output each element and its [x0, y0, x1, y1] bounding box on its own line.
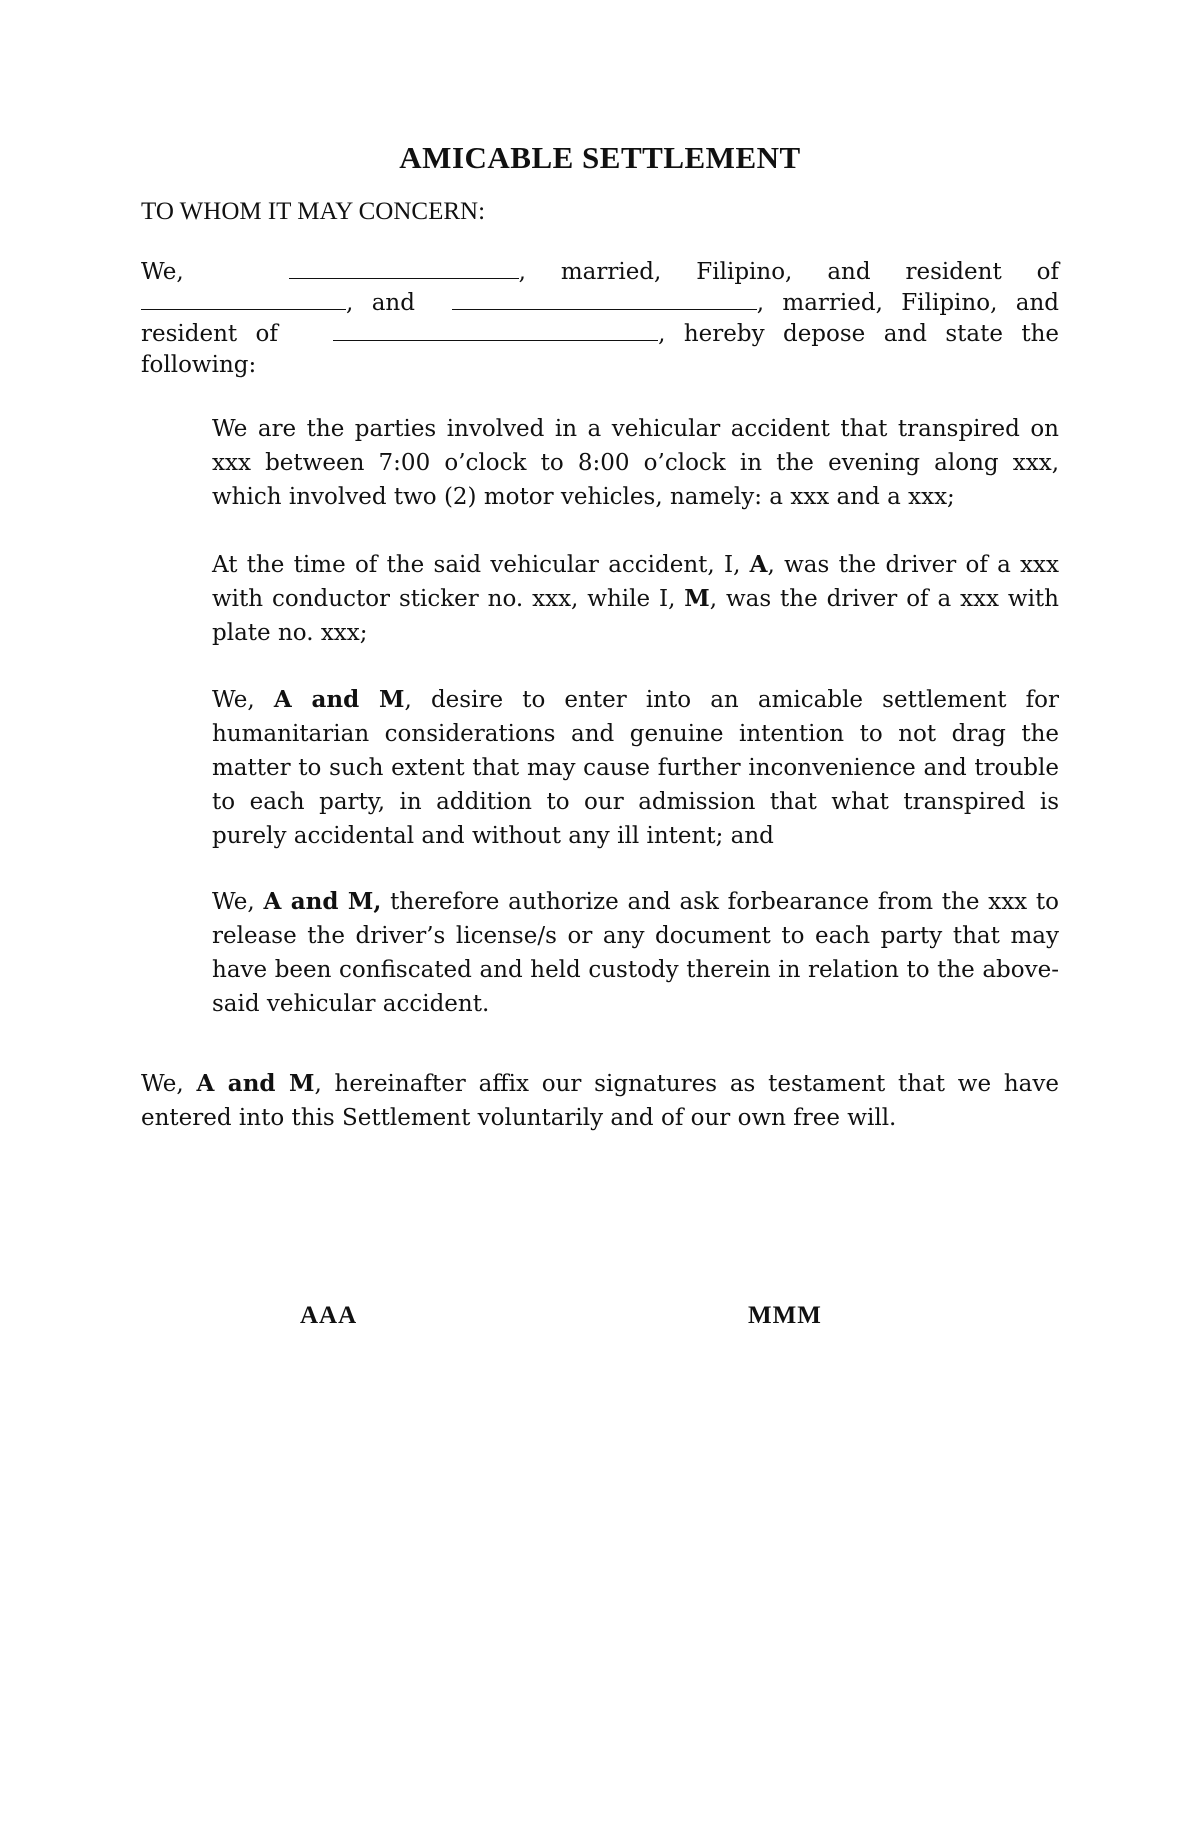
opening-line-2: [141, 288, 1059, 319]
address-blank-1[interactable]: [141, 289, 346, 310]
paragraph-4-text-b: therefore authorize and ask forbearance from the xxx to release the driver’s license/s or any document to each party that may have been confiscated and held custody therein in relation to the above-said vehicular accident.: [212, 889, 1059, 1017]
name-blank-1[interactable]: [289, 258, 519, 279]
paragraph-4: [212, 885, 1059, 1021]
paragraph-2-text-a: At the time of the said vehicular accident, I,: [212, 552, 750, 578]
closing-text-b: , hereinafter affix our signatures as testament that we have entered into this Settlement voluntarily and of our own free will.: [141, 1071, 1059, 1131]
paragraph-3-text-a: We,: [212, 687, 274, 713]
opening-we: We,: [141, 259, 184, 285]
party-m-name: M: [684, 585, 710, 612]
opening-hereby: , hereby depose and state the: [658, 321, 1060, 347]
opening-married-filipino-and: , married, Filipino, and: [756, 290, 1060, 316]
opening-line-3: [141, 319, 1059, 350]
opening-and: , and: [346, 290, 415, 316]
parties-names: A and M: [196, 1070, 315, 1097]
signatory-first: AAA: [300, 1302, 358, 1329]
opening-married-resident: , married, Filipino, and resident of: [518, 259, 1059, 285]
opening-resident-of: resident of: [141, 321, 278, 347]
address-blank-2[interactable]: [333, 320, 658, 341]
paragraph-2-text-c: , was the driver of a xxx with plate no. xxx;: [212, 586, 1059, 646]
opening-following: following:: [141, 352, 257, 378]
party-a-name: A: [749, 551, 768, 578]
signatory-second: MMM: [748, 1302, 822, 1329]
document-title: AMICABLE SETTLEMENT: [399, 140, 801, 175]
paragraph-4-text-a: We,: [212, 889, 264, 915]
paragraph-3-text-b: , desire to enter into an amicable settlement for humanitarian considerations and genuine intention to not drag the matter to such extent that may cause further inconvenience and trouble to each party, in addition to our admission that what transpired is purely accidental and without any ill intent; and: [212, 687, 1060, 849]
parties-names: A and M: [273, 686, 405, 713]
parties-names: A and M,: [263, 888, 382, 915]
name-blank-2[interactable]: [452, 289, 757, 310]
paragraph-3: [212, 683, 1059, 853]
opening-line-1: [141, 257, 1059, 288]
paragraph-2-text-b: , was the driver of a xxx with conductor sticker no. xxx, while I,: [212, 552, 1059, 612]
closing-text-a: We,: [141, 1071, 197, 1097]
paragraph-2: [212, 548, 1059, 650]
opening-paragraph: [141, 257, 1059, 381]
paragraph-1: We are the parties involved in a vehicular accident that transpired on xxx between 7:00 o’clock to 8:00 o’clock in the evening along xxx, which involved two (2) motor vehicles, namely: a xxx and a xxx;: [212, 416, 1059, 510]
salutation: TO WHOM IT MAY CONCERN:: [141, 198, 486, 225]
closing-paragraph: [141, 1067, 1059, 1135]
